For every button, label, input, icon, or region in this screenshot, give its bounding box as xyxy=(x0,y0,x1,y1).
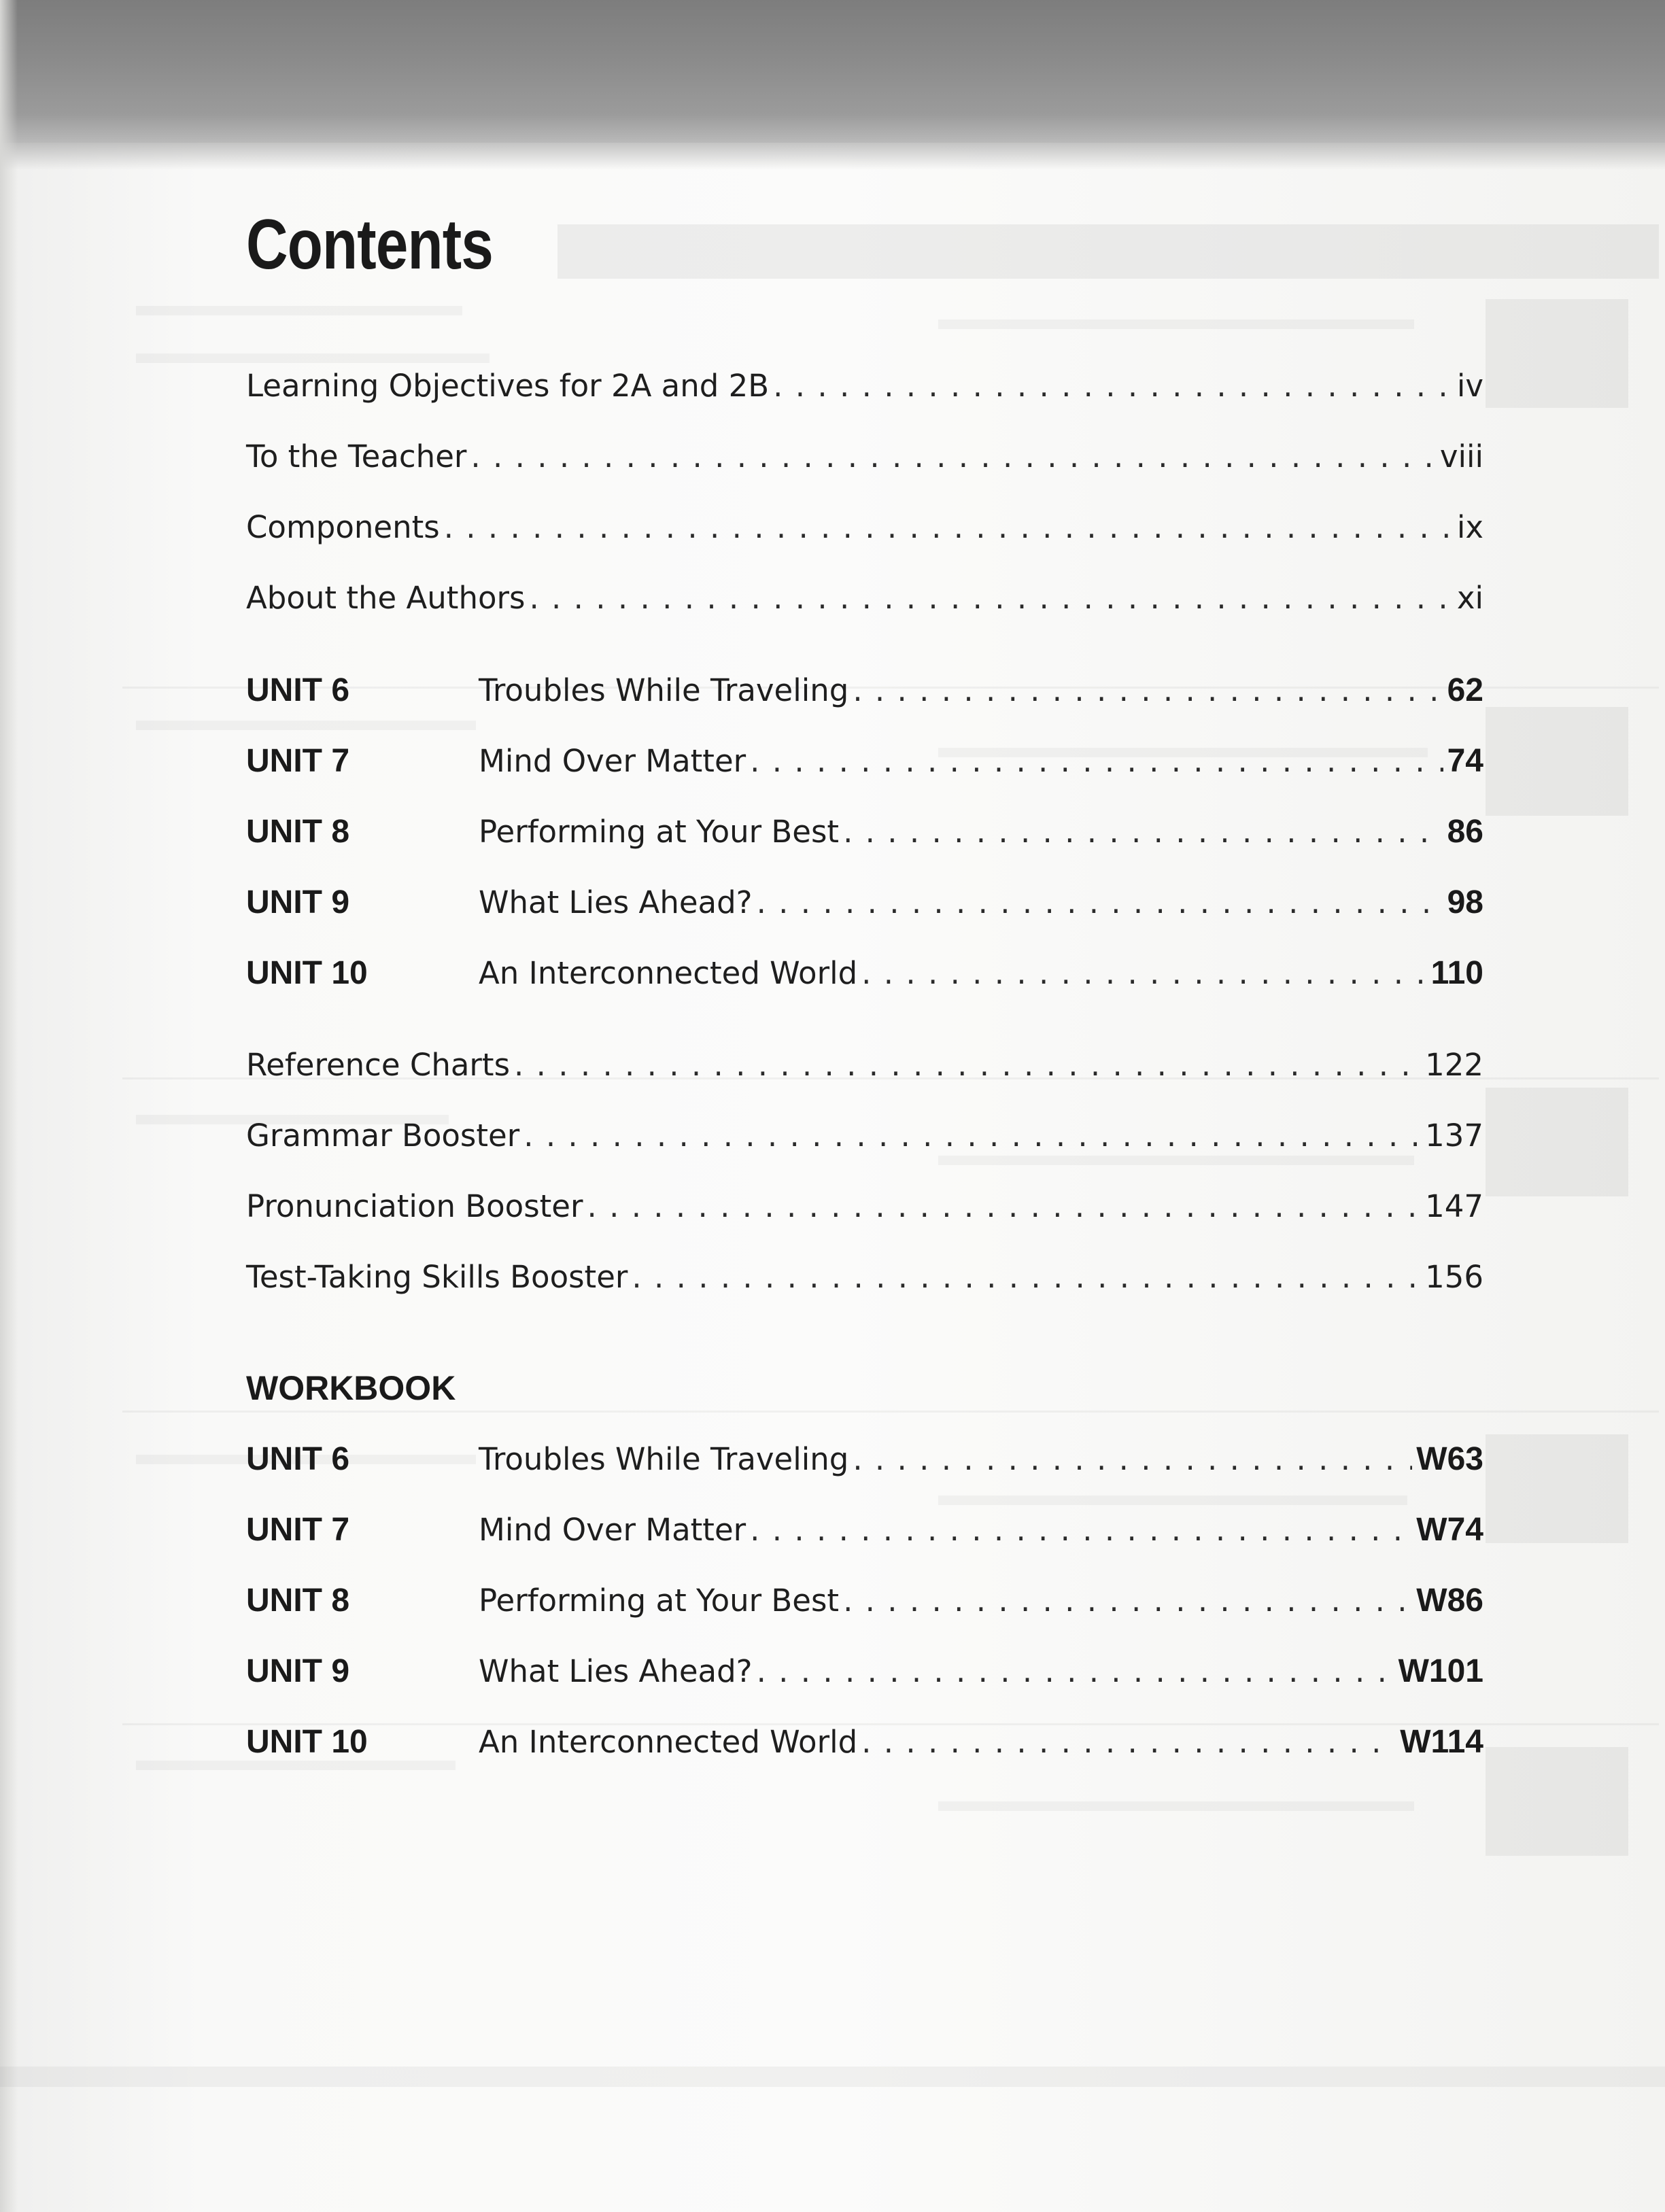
dot-leader xyxy=(861,952,1426,995)
toc-entry xyxy=(246,1043,1483,1087)
toc-entry-label: About the Authors xyxy=(246,580,526,616)
toc-entry-page: 137 xyxy=(1425,1118,1483,1154)
toc-unit-entry xyxy=(246,740,1483,783)
scan-header-band xyxy=(0,0,1665,143)
toc-unit-entry xyxy=(246,952,1483,995)
unit-title: An Interconnected World xyxy=(479,955,858,991)
unit-number: UNIT 9 xyxy=(246,884,350,920)
toc-entry-page: 147 xyxy=(1425,1188,1483,1224)
toc-workbook-entry xyxy=(246,1650,1483,1693)
toc-entry-page: 122 xyxy=(1425,1047,1483,1083)
unit-title: Troubles While Traveling xyxy=(479,1441,849,1477)
toc-entry xyxy=(246,1256,1483,1299)
dot-leader xyxy=(632,1256,1421,1299)
toc-unit-entry xyxy=(246,669,1483,712)
dot-leader xyxy=(757,1650,1394,1693)
scan-header-shadow xyxy=(0,143,1665,170)
unit-number: UNIT 9 xyxy=(246,1653,350,1689)
dot-leader xyxy=(757,881,1443,924)
unit-title: Mind Over Matter xyxy=(479,743,746,779)
show-through-line xyxy=(136,721,476,730)
toc-entry-page: 156 xyxy=(1425,1259,1483,1295)
show-through-block xyxy=(1486,1747,1628,1856)
unit-page: 110 xyxy=(1430,955,1483,991)
toc-entry-page: iv xyxy=(1456,368,1483,404)
toc-entry-page: xi xyxy=(1456,580,1483,616)
show-through-band xyxy=(557,224,1659,279)
toc-entry-label: Pronunciation Booster xyxy=(246,1188,583,1224)
dot-leader xyxy=(523,1114,1421,1158)
unit-page: W74 xyxy=(1416,1512,1483,1548)
show-through-line xyxy=(938,1801,1414,1811)
show-through-line xyxy=(136,353,490,363)
unit-number: UNIT 10 xyxy=(246,1724,368,1760)
toc-entry xyxy=(246,435,1483,479)
unit-title: What Lies Ahead? xyxy=(479,1653,753,1689)
dot-leader xyxy=(470,435,1435,479)
toc-entry-label: Reference Charts xyxy=(246,1047,511,1083)
unit-number: UNIT 6 xyxy=(246,1441,350,1477)
page-title: Contents xyxy=(246,205,493,284)
toc-entry-page: viii xyxy=(1439,438,1483,474)
unit-title: Mind Over Matter xyxy=(479,1512,746,1548)
dot-leader xyxy=(514,1043,1421,1087)
toc-workbook-entry xyxy=(246,1508,1483,1552)
show-through-line xyxy=(938,1496,1407,1505)
unit-title: Performing at Your Best xyxy=(479,1583,840,1619)
toc-entry-label: Test-Taking Skills Booster xyxy=(246,1259,628,1295)
show-through-line xyxy=(136,306,462,315)
dot-leader xyxy=(444,506,1453,549)
unit-page: 98 xyxy=(1447,884,1483,920)
unit-page: 74 xyxy=(1447,743,1483,779)
unit-number: UNIT 10 xyxy=(246,955,368,991)
show-through-block xyxy=(1486,1088,1628,1196)
unit-number: UNIT 7 xyxy=(246,1512,350,1548)
unit-title: What Lies Ahead? xyxy=(479,884,753,920)
dot-leader xyxy=(853,669,1443,712)
show-through-divider xyxy=(122,1411,1659,1413)
toc-workbook-entry xyxy=(246,1579,1483,1623)
dot-leader xyxy=(750,740,1443,783)
dot-leader xyxy=(529,576,1452,620)
toc-workbook-entry xyxy=(246,1721,1483,1764)
show-through-line xyxy=(938,319,1414,329)
show-through-block xyxy=(1486,707,1628,816)
unit-title: An Interconnected World xyxy=(479,1724,858,1760)
unit-number: UNIT 6 xyxy=(246,672,350,708)
toc-unit-entry xyxy=(246,810,1483,854)
dot-leader xyxy=(750,1508,1412,1552)
unit-page: 62 xyxy=(1447,672,1483,708)
toc-entry xyxy=(246,576,1483,620)
unit-page: W114 xyxy=(1400,1724,1483,1760)
toc-entry xyxy=(246,506,1483,549)
workbook-heading: WORKBOOK xyxy=(246,1369,456,1407)
dot-leader xyxy=(587,1185,1421,1228)
dot-leader xyxy=(843,1579,1412,1623)
toc-entry-page: ix xyxy=(1456,509,1483,545)
toc-entry-label: Learning Objectives for 2A and 2B xyxy=(246,368,770,404)
unit-number: UNIT 7 xyxy=(246,743,350,779)
unit-page: W63 xyxy=(1416,1441,1483,1477)
toc-unit-entry xyxy=(246,881,1483,924)
toc-entry xyxy=(246,364,1483,408)
dot-leader xyxy=(843,810,1443,854)
unit-page: W101 xyxy=(1398,1653,1483,1689)
dot-leader xyxy=(861,1721,1396,1764)
show-through-footer xyxy=(0,2067,1665,2087)
unit-title: Performing at Your Best xyxy=(479,814,840,850)
toc-entry-label: To the Teacher xyxy=(246,438,467,474)
dot-leader xyxy=(773,364,1453,408)
toc-entry xyxy=(246,1185,1483,1228)
unit-page: 86 xyxy=(1447,814,1483,850)
unit-number: UNIT 8 xyxy=(246,1583,350,1619)
show-through-block xyxy=(1486,299,1628,408)
toc-entry-label: Components xyxy=(246,509,440,545)
show-through-block xyxy=(1486,1434,1628,1543)
toc-entry xyxy=(246,1114,1483,1158)
scan-left-edge xyxy=(0,0,18,2212)
unit-title: Troubles While Traveling xyxy=(479,672,849,708)
dot-leader xyxy=(853,1438,1412,1481)
toc-workbook-entry xyxy=(246,1438,1483,1481)
toc-entry-label: Grammar Booster xyxy=(246,1118,520,1154)
unit-page: W86 xyxy=(1416,1583,1483,1619)
unit-number: UNIT 8 xyxy=(246,814,350,850)
